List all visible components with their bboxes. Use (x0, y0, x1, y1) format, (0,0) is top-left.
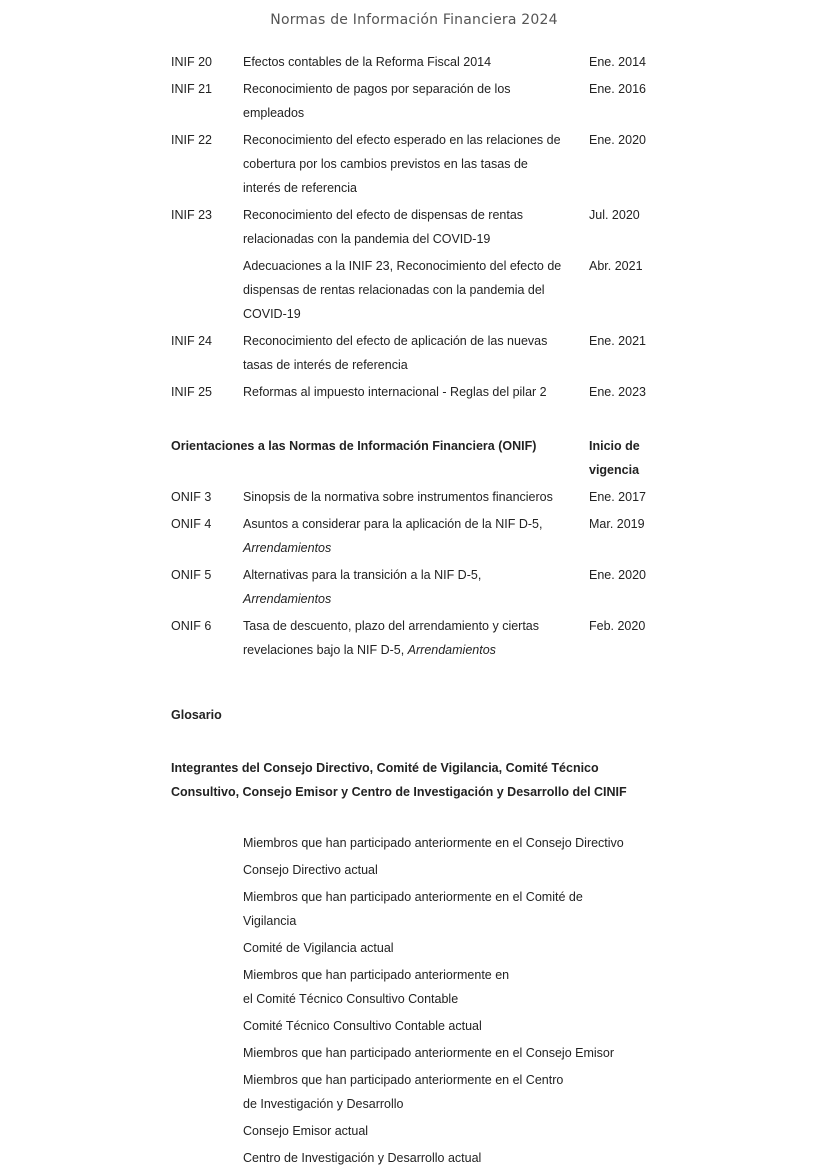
row-code: INIF 20 (171, 55, 212, 69)
description-line (243, 638, 589, 662)
toc-row[interactable] (171, 563, 661, 611)
list-item-line: Centro de Investigación y Desarrollo actual (243, 1151, 482, 1165)
list-item-line: Miembros que han participado anteriormente en (243, 968, 510, 982)
line-text: interés de referencia (243, 181, 357, 195)
date-heading: vigencia (589, 463, 640, 477)
description-line (243, 152, 589, 176)
list-item-line: Comité Técnico Consultivo Contable actual (243, 1019, 482, 1033)
row-description (243, 203, 589, 251)
list-item[interactable] (243, 936, 661, 960)
description-line (243, 512, 589, 536)
list-item-line: Consejo Emisor actual (243, 1124, 369, 1138)
line-text: Reconocimiento del efecto de aplicación de las nuevas (243, 334, 548, 348)
table-of-contents (171, 50, 661, 1170)
description-line (243, 176, 589, 200)
row-code: ONIF 4 (171, 517, 212, 531)
row-description (243, 485, 589, 509)
row-code: INIF 22 (171, 133, 212, 147)
line-italic-text: Arrendamientos (243, 541, 332, 555)
row-description (243, 380, 589, 404)
row-description (243, 254, 589, 326)
onif-list (171, 485, 661, 662)
row-effective-date: Ene. 2014 (589, 55, 646, 69)
line-text: revelaciones bajo la NIF D-5, (243, 643, 408, 657)
toc-row[interactable] (171, 77, 661, 125)
list-item-line: el Comité Técnico Consultivo Contable (243, 992, 459, 1006)
onif-heading: Orientaciones a las Normas de Información Financiera (ONIF) (171, 439, 537, 453)
list-item[interactable] (243, 963, 661, 1011)
line-text: Sinopsis de la normativa sobre instrumentos financieros (243, 490, 553, 504)
list-item[interactable] (243, 1119, 661, 1143)
line-text: cobertura por los cambios previstos en las tasas de (243, 157, 528, 171)
line-text: Adecuaciones a la INIF 23, Reconocimiento del efecto de (243, 259, 562, 273)
toc-row[interactable] (171, 485, 661, 509)
line-text: empleados (243, 106, 305, 120)
row-code: INIF 25 (171, 385, 212, 399)
description-line (243, 77, 589, 101)
toc-row[interactable] (171, 512, 661, 560)
line-text: Alternativas para la transición a la NIF D-5, (243, 568, 482, 582)
description-line (243, 254, 589, 278)
row-effective-date: Jul. 2020 (589, 208, 640, 222)
row-code: INIF 21 (171, 82, 212, 96)
line-text: tasas de interés de referencia (243, 358, 408, 372)
list-item[interactable] (243, 885, 661, 933)
description-line (243, 278, 589, 302)
row-description (243, 614, 589, 662)
row-code: ONIF 3 (171, 490, 212, 504)
row-effective-date: Ene. 2017 (589, 490, 646, 504)
description-line (243, 380, 589, 404)
row-description (243, 50, 589, 74)
heading-line: Integrantes del Consejo Directivo, Comité de Vigilancia, Comité Técnico (171, 761, 599, 775)
onif-section-header (171, 434, 661, 482)
description-line (243, 587, 589, 611)
row-code: ONIF 6 (171, 619, 212, 633)
list-item-line: Vigilancia (243, 914, 297, 928)
list-item-line: Miembros que han participado anteriormente en el Consejo Emisor (243, 1046, 615, 1060)
description-line (243, 536, 589, 560)
row-description (243, 512, 589, 560)
list-item[interactable] (243, 1068, 661, 1116)
row-effective-date: Ene. 2020 (589, 133, 646, 147)
description-line (243, 101, 589, 125)
toc-row[interactable] (171, 380, 661, 404)
description-line (243, 203, 589, 227)
row-code: INIF 24 (171, 334, 212, 348)
toc-row[interactable] (171, 203, 661, 251)
date-heading: Inicio de (589, 439, 640, 453)
integrantes-heading (171, 756, 661, 804)
row-code: ONIF 5 (171, 568, 212, 582)
line-text: Reformas al impuesto internacional - Reglas del pilar 2 (243, 385, 547, 399)
line-text: COVID-19 (243, 307, 301, 321)
description-line (243, 563, 589, 587)
description-line (243, 50, 589, 74)
toc-row[interactable] (171, 254, 661, 326)
row-effective-date: Ene. 2023 (589, 385, 646, 399)
row-code (171, 254, 243, 326)
row-effective-date: Abr. 2021 (589, 259, 643, 273)
row-description (243, 563, 589, 611)
line-text: Reconocimiento del efecto esperado en las relaciones de (243, 133, 561, 147)
row-effective-date: Ene. 2020 (589, 568, 646, 582)
glosario-link[interactable]: Glosario (171, 708, 222, 722)
row-code: INIF 23 (171, 208, 212, 222)
description-line (243, 128, 589, 152)
line-text: Asuntos a considerar para la aplicación de la NIF D-5, (243, 517, 543, 531)
list-item-line: Consejo Directivo actual (243, 863, 378, 877)
line-italic-text: Arrendamientos (407, 643, 496, 657)
description-line (243, 302, 589, 326)
list-item[interactable] (243, 1041, 661, 1065)
list-item[interactable] (243, 831, 661, 855)
description-line (243, 353, 589, 377)
list-item[interactable] (243, 1014, 661, 1038)
line-text: dispensas de rentas relacionadas con la pandemia del (243, 283, 545, 297)
inif-list (171, 50, 661, 404)
description-line (243, 485, 589, 509)
toc-row[interactable] (171, 329, 661, 377)
list-item-line: Miembros que han participado anteriormente en el Comité de (243, 890, 583, 904)
heading-line: Consultivo, Consejo Emisor y Centro de Investigación y Desarrollo del CINIF (171, 785, 627, 799)
list-item-line: Miembros que han participado anteriormente en el Centro (243, 1073, 564, 1087)
line-text: Efectos contables de la Reforma Fiscal 2014 (243, 55, 492, 69)
toc-row[interactable] (171, 128, 661, 200)
row-description (243, 329, 589, 377)
row-description (243, 128, 589, 200)
line-text: Reconocimiento del efecto de dispensas de rentas (243, 208, 524, 222)
description-line (243, 227, 589, 251)
page-header-title: Normas de Información Financiera 2024 (270, 12, 558, 28)
list-item[interactable] (243, 858, 661, 882)
description-line (243, 614, 589, 638)
list-item-line: Miembros que han participado anteriormente en el Consejo Directivo (243, 836, 624, 850)
row-effective-date: Feb. 2020 (589, 619, 646, 633)
line-text: Reconocimiento de pagos por separación de los (243, 82, 511, 96)
integrantes-list (171, 831, 661, 1170)
list-item-line: Comité de Vigilancia actual (243, 941, 394, 955)
row-effective-date: Ene. 2021 (589, 334, 646, 348)
line-text: relacionadas con la pandemia del COVID-19 (243, 232, 491, 246)
row-effective-date: Mar. 2019 (589, 517, 645, 531)
row-description (243, 77, 589, 125)
toc-row[interactable] (171, 50, 661, 74)
list-item-line: de Investigación y Desarrollo (243, 1097, 404, 1111)
line-italic-text: Arrendamientos (243, 592, 332, 606)
toc-row[interactable] (171, 614, 661, 662)
description-line (243, 329, 589, 353)
list-item[interactable] (243, 1146, 661, 1170)
row-effective-date: Ene. 2016 (589, 82, 646, 96)
line-text: Tasa de descuento, plazo del arrendamiento y ciertas (243, 619, 540, 633)
